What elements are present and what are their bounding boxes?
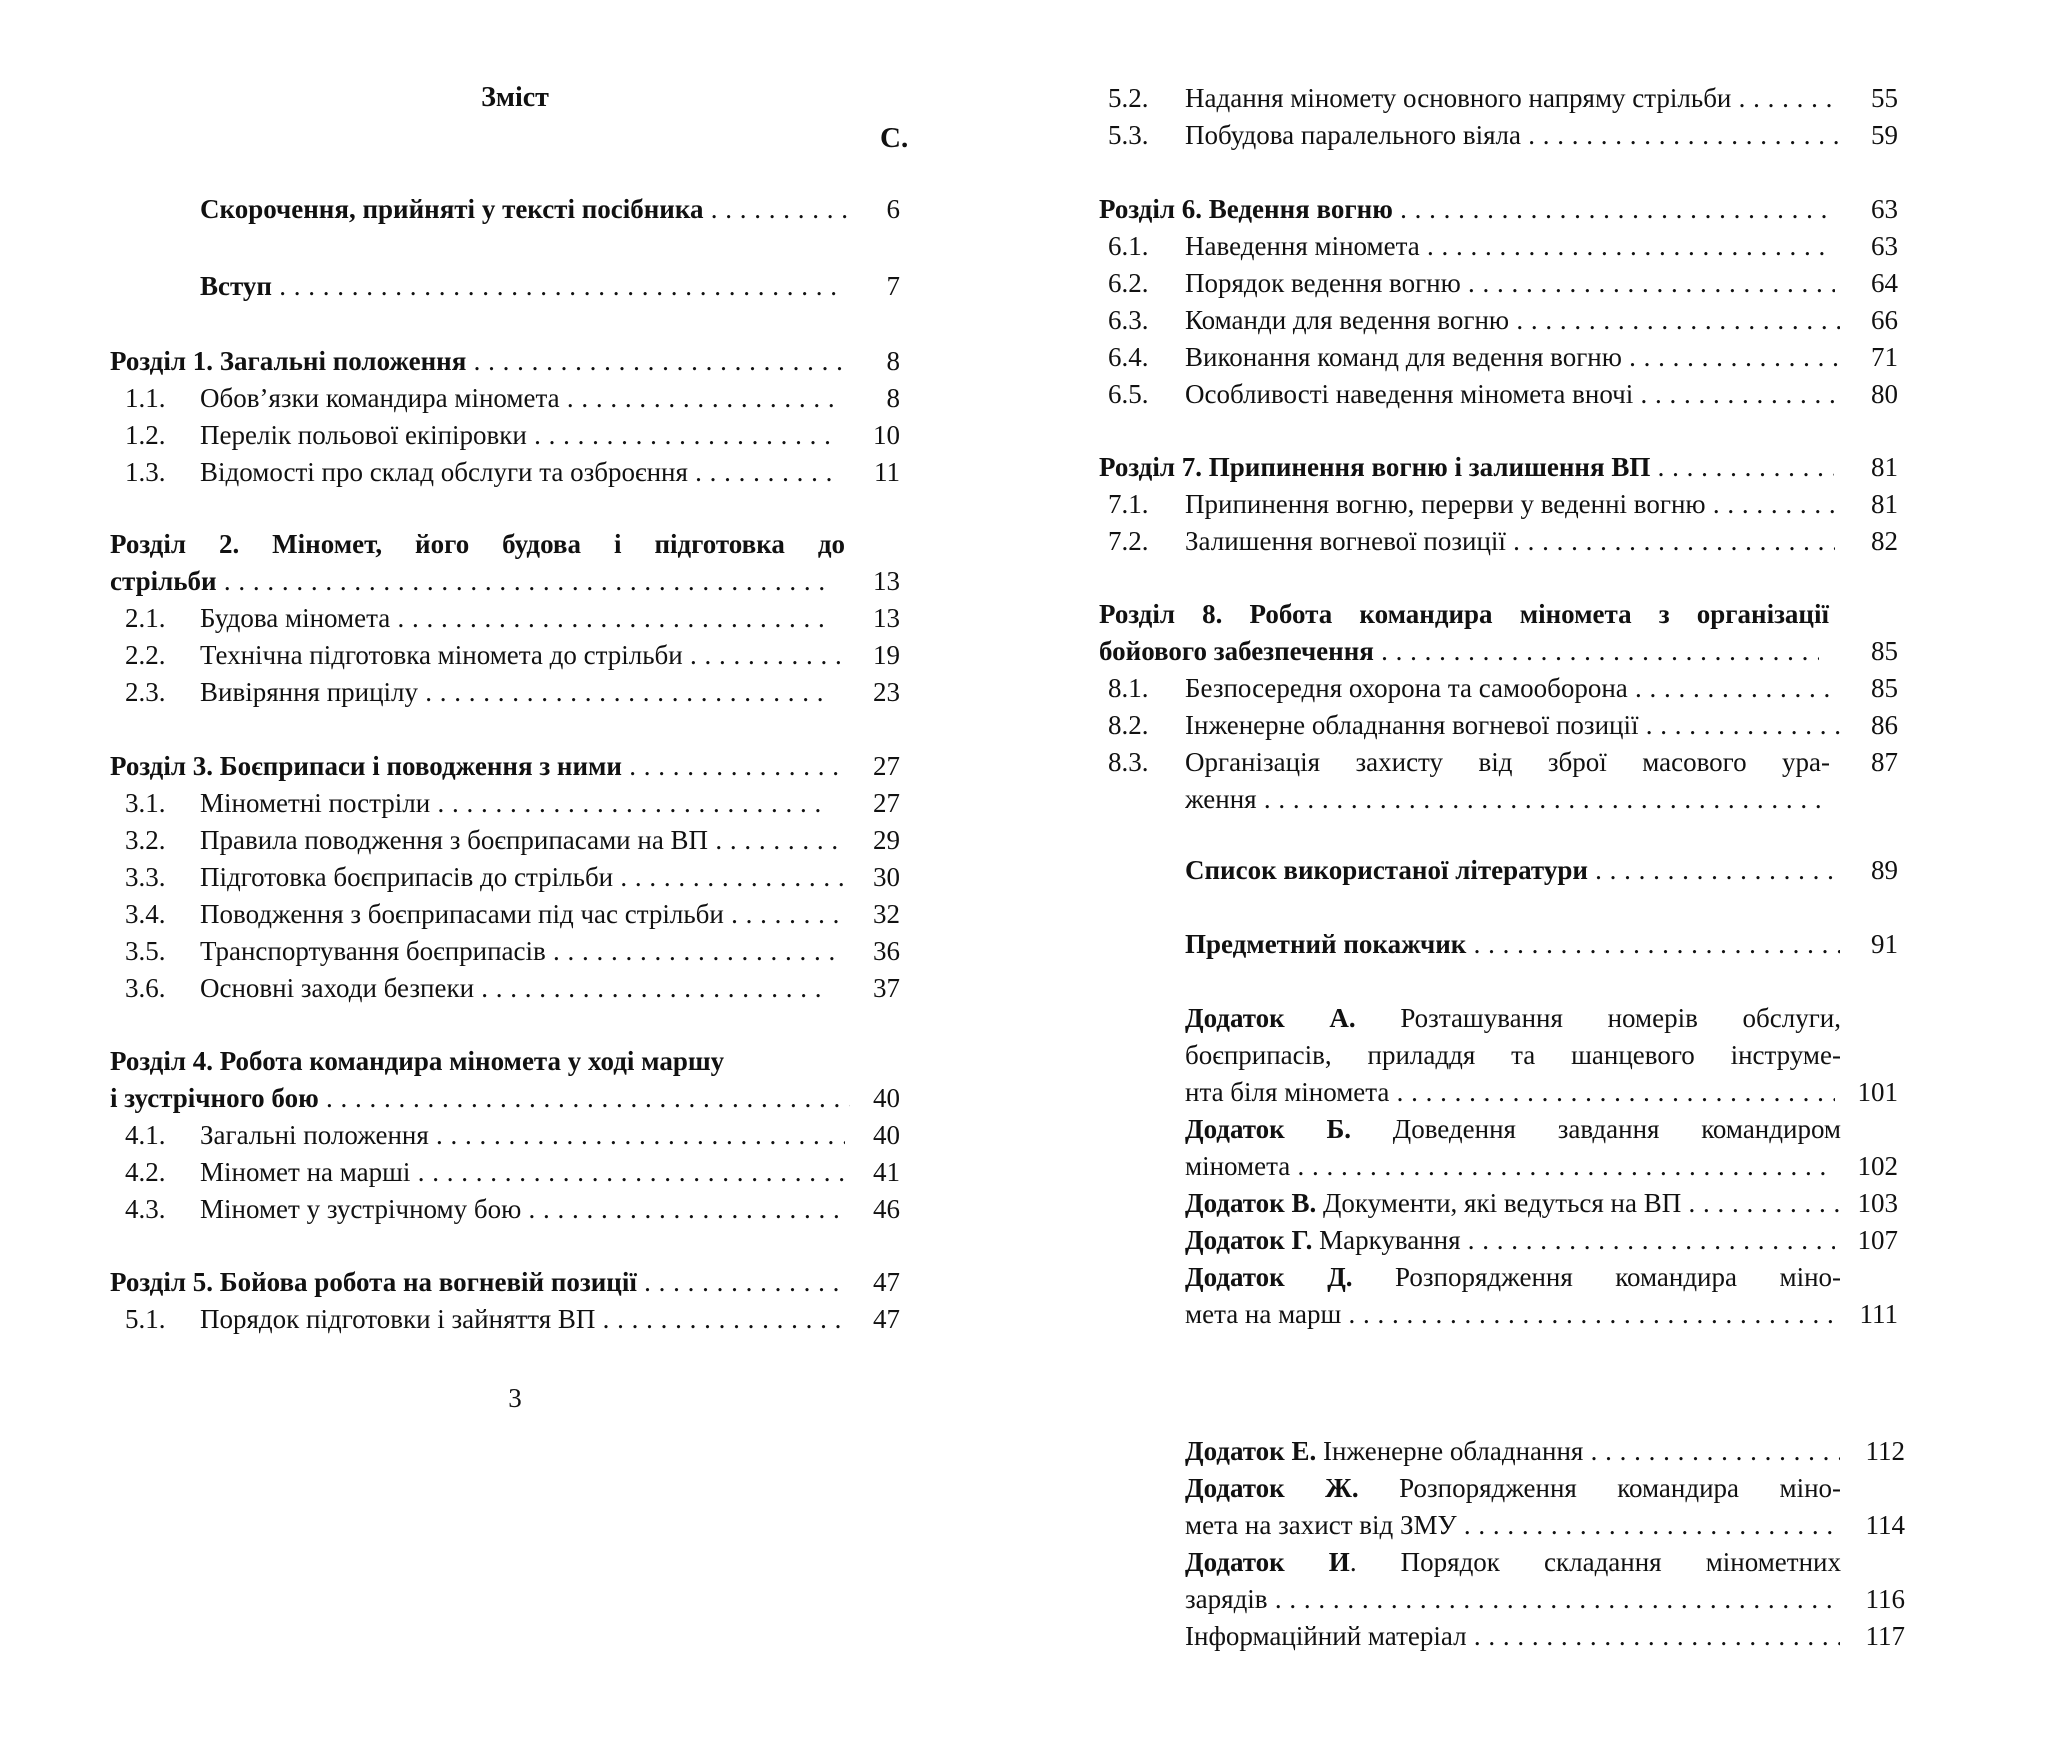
section-title: Розділ 1. Загальні положення [110, 346, 467, 376]
toc-section-8-line1 [1099, 596, 1829, 632]
item-text: Обов’язки командира міномета . . . [200, 380, 840, 416]
appendix-text: Розташування номерів обслуги, [1400, 1003, 1841, 1033]
contents-title: Зміст [481, 82, 549, 113]
entry-page: 107 [1857, 1225, 1898, 1255]
item-number: 2.1. [125, 603, 166, 633]
item-number: 8.1. [1108, 673, 1149, 703]
appendix-text: Доведення завдання командиром [1392, 1114, 1842, 1144]
item-number: 7.2. [1108, 526, 1149, 556]
item-number: 2.3. [125, 677, 166, 707]
item-text: Залишення вогневої позиції . . . [1185, 523, 1835, 559]
item-page: 55 [1871, 83, 1898, 113]
item-number: 3.2. [125, 825, 166, 855]
entry-page: 7 [886, 271, 900, 301]
item-page: 37 [873, 973, 900, 1003]
appendix-label: Додаток Д. [1185, 1262, 1353, 1292]
item-text: Транспортування боєприпасів . . . [200, 933, 835, 969]
entry-page: 102 [1857, 1151, 1898, 1181]
appendix-a-line1 [1185, 1000, 1841, 1036]
item-page: 85 [1871, 673, 1898, 703]
item-number: 6.3. [1108, 305, 1149, 335]
appendix-text: Розпорядження командира міно- [1399, 1473, 1842, 1503]
item-page: 86 [1871, 710, 1898, 740]
appendix-label: Додаток В. [1185, 1188, 1317, 1218]
item-number: 5.3. [1108, 120, 1149, 150]
appendix-text: Інженерне обладнання [1322, 1436, 1584, 1466]
item-number: 3.4. [125, 899, 166, 929]
entry-page: 116 [1865, 1584, 1905, 1614]
entry-page: 6 [886, 194, 900, 224]
appendix-label: Додаток И [1185, 1547, 1350, 1577]
section-page: 27 [873, 751, 900, 781]
entry-page: 91 [1871, 929, 1898, 959]
entry-text: Скорочення, прийняті у тексті посібника [200, 194, 704, 224]
item-page: 10 [873, 420, 900, 450]
item-text: Правила поводження з боєприпасами на ВП . . . [200, 822, 840, 858]
item-text: Міномет у зустрічному бою . . . [200, 1191, 840, 1227]
section-title-line: Розділ 8. Робота командира міномета з організації [1099, 599, 1829, 629]
appendix-y-line1 [1185, 1544, 1841, 1580]
appendix-zh-line1 [1185, 1470, 1841, 1506]
item-text: Наведення міномета . . . [1185, 228, 1830, 264]
item-page: 13 [873, 603, 900, 633]
item-page: 63 [1871, 231, 1898, 261]
section-page: 81 [1871, 452, 1898, 482]
item-page: 36 [873, 936, 900, 966]
item-page: 11 [874, 457, 900, 487]
entry-text: Інформаційний матеріал . . . [1185, 1618, 1840, 1654]
item-page: 80 [1871, 379, 1898, 409]
section-title: Розділ 6. Ведення вогню [1099, 194, 1393, 224]
appendix-a-line2 [1185, 1037, 1841, 1073]
item-text: Безпосередня охорона та самооборона . . . [1185, 670, 1835, 706]
page-column-header: С. [880, 122, 909, 154]
item-number: 5.2. [1108, 83, 1149, 113]
item-text: Загальні положення . . . [200, 1117, 845, 1153]
item-page: 71 [1871, 342, 1898, 372]
section-page: 85 [1871, 636, 1898, 666]
item-number: 2.2. [125, 640, 166, 670]
item-number: 6.1. [1108, 231, 1149, 261]
appendix-text: . Порядок складання мінометних [1349, 1547, 1841, 1577]
item-text: Припинення вогню, перерви у веденні вогню . . . [1185, 486, 1840, 522]
item-text: Вивіряння прицілу . . . [200, 674, 830, 710]
section-title-line: Розділ 2. Міномет, його будова і підготовка до [110, 529, 845, 559]
item-number: 3.3. [125, 862, 166, 892]
appendix-label: Додаток Б. [1185, 1114, 1352, 1144]
item-text: Побудова паралельного віяла . . . [1185, 117, 1840, 153]
item-text: Виконання команд для ведення вогню . . . [1185, 339, 1840, 375]
item-text: Відомості про склад обслуги та озброєння . . . [200, 454, 840, 490]
item-page: 47 [873, 1304, 900, 1334]
section-title: бойового забезпечення [1099, 636, 1374, 666]
item-text: Будова міномета . . . [200, 600, 830, 636]
item-text: Надання міномету основного напряму стрільби . . . [1185, 80, 1840, 116]
item-text: Команди для ведення вогню . . . [1185, 302, 1840, 338]
item-text: Основні заходи безпеки . . . [200, 970, 830, 1006]
section-page: 40 [873, 1083, 900, 1113]
item-number: 1.3. [125, 457, 166, 487]
entry-page: 117 [1865, 1621, 1905, 1651]
section-title: Розділ 5. Бойова робота на вогневій позиції [110, 1267, 637, 1297]
appendix-label: Додаток Ж. [1185, 1473, 1359, 1503]
item-page: 59 [1871, 120, 1898, 150]
section-title: стрільби [110, 566, 217, 596]
section-title-line: Розділ 4. Робота командира міномета у ході маршу [110, 1046, 725, 1076]
item-text: Порядок підготовки і зайняття ВП . . . [200, 1301, 845, 1337]
item-text: Перелік польової екіпіровки . . . [200, 417, 830, 453]
section-page: 47 [873, 1267, 900, 1297]
item-number: 4.1. [125, 1120, 166, 1150]
appendix-text: Розпорядження командира міно- [1395, 1262, 1842, 1292]
item-page: 40 [873, 1120, 900, 1150]
section-page: 8 [886, 346, 900, 376]
section-page: 13 [873, 566, 900, 596]
item-page: 23 [873, 677, 900, 707]
item-page: 27 [873, 788, 900, 818]
item-page: 8 [886, 383, 900, 413]
item-number: 6.2. [1108, 268, 1149, 298]
appendix-b-line1 [1185, 1111, 1841, 1147]
item-page: 66 [1871, 305, 1898, 335]
item-number: 3.1. [125, 788, 166, 818]
item-page: 41 [873, 1157, 900, 1187]
item-page: 87 [1871, 747, 1898, 777]
section-title: і зустрічного бою [110, 1083, 319, 1113]
item-text: Поводження з боєприпасами під час стрільби . . . [200, 896, 840, 932]
item-number: 3.5. [125, 936, 166, 966]
item-page: 81 [1871, 489, 1898, 519]
appendix-text: мета на захист від ЗМУ . . . [1185, 1507, 1840, 1543]
item-text: Особливості наведення міномета вночі . . . [1185, 376, 1840, 412]
toc-section-2-line1 [110, 526, 845, 562]
entry-text: Список використаної літератури [1185, 855, 1588, 885]
appendix-d-line1 [1185, 1259, 1841, 1295]
item-text-line: Організація захисту від зброї масового ура- [1185, 747, 1830, 777]
entry-page: 112 [1865, 1436, 1905, 1466]
item-number: 3.6. [125, 973, 166, 1003]
item-number: 6.5. [1108, 379, 1149, 409]
item-page: 29 [873, 825, 900, 855]
entry-page: 101 [1857, 1077, 1898, 1107]
item-number: 4.3. [125, 1194, 166, 1224]
entry-text: Предметний покажчик [1185, 929, 1467, 959]
item-number: 8.2. [1108, 710, 1149, 740]
item-number: 1.2. [125, 420, 166, 450]
item-page: 82 [1871, 526, 1898, 556]
toc-section-4-line1 [110, 1043, 845, 1079]
entry-page: 89 [1871, 855, 1898, 885]
item-page: 64 [1871, 268, 1898, 298]
item-text: Міномет на марші . . . [200, 1154, 845, 1190]
item-number: 5.1. [125, 1304, 166, 1334]
section-page: 63 [1871, 194, 1898, 224]
item-text: Підготовка боєприпасів до стрільби . . . [200, 859, 845, 895]
item-text: Мінометні постріли . . . [200, 785, 830, 821]
appendix-text: зарядів . . . [1185, 1581, 1840, 1617]
item-page: 46 [873, 1194, 900, 1224]
item-number: 7.1. [1108, 489, 1149, 519]
page-number: 3 [508, 1383, 522, 1413]
item-number: 4.2. [125, 1157, 166, 1187]
item-text: Технічна підготовка міномета до стрільби . . . [200, 637, 840, 673]
item-page: 19 [873, 640, 900, 670]
appendix-label: Додаток Е. [1185, 1436, 1317, 1466]
item-text: Інженерне обладнання вогневої позиції . . . [1185, 707, 1840, 743]
item-text: Порядок ведення вогню . . . [1185, 265, 1835, 301]
item-number: 1.1. [125, 383, 166, 413]
item-page: 32 [873, 899, 900, 929]
appendix-label: Додаток А. [1185, 1003, 1356, 1033]
appendix-text: міномета . . . [1185, 1148, 1835, 1184]
section-title: Розділ 7. Припинення вогню і залишення ВП [1099, 452, 1651, 482]
entry-page: 111 [1859, 1299, 1898, 1329]
item-number: 6.4. [1108, 342, 1149, 372]
item-number: 8.3. [1108, 747, 1149, 777]
item-page: 30 [873, 862, 900, 892]
appendix-label: Додаток Г. [1185, 1225, 1313, 1255]
entry-page: 114 [1865, 1510, 1905, 1540]
appendix-text: мета на марш . . . [1185, 1296, 1840, 1332]
appendix-text: Документи, які ведуться на ВП [1322, 1188, 1682, 1218]
appendix-text: боєприпасів, приладдя та шанцевого інструме- [1185, 1040, 1841, 1070]
appendix-text: Маркування [1319, 1225, 1461, 1255]
right-page [1024, 0, 2048, 1739]
section-title: Розділ 3. Боєприпаси і поводження з ними [110, 751, 622, 781]
entry-page: 103 [1857, 1188, 1898, 1218]
entry-text: Вступ [200, 271, 272, 301]
appendix-text: нта біля міномета . . . [1185, 1074, 1835, 1110]
item-text-line: ження . . . [1185, 781, 1830, 817]
